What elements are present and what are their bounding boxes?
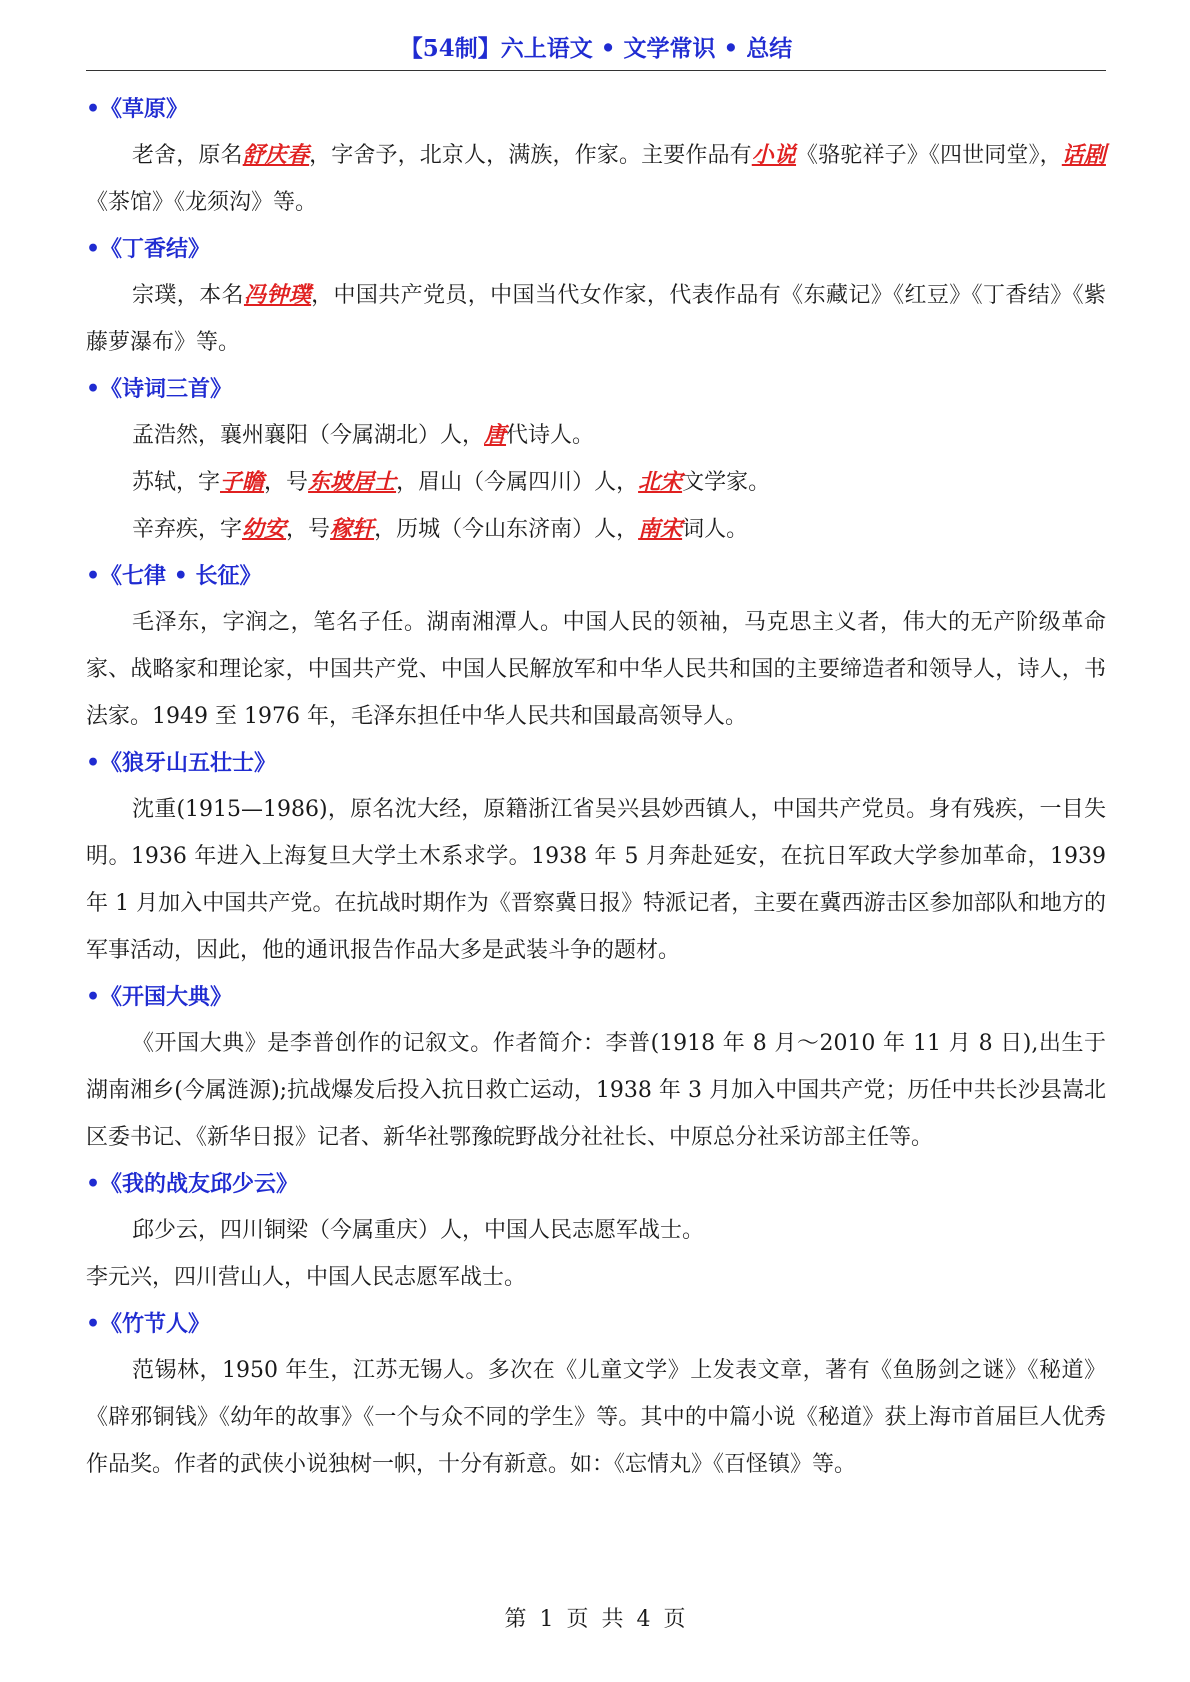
paragraph-text: 文学家。: [682, 470, 771, 495]
paragraph-text: 《茶馆》《龙须沟》等。: [86, 190, 318, 215]
highlighted-keyword: 话剧: [1061, 142, 1106, 168]
paragraph-text: 苏轼，字: [132, 470, 221, 495]
highlighted-keyword: 幼安: [242, 516, 287, 542]
section-paragraph: [86, 459, 1106, 506]
section-title: •《我的战友邱少云》: [86, 1171, 299, 1197]
section-paragraph: [86, 506, 1106, 553]
highlighted-keyword: 小说: [751, 142, 797, 168]
section-title: •《七律 • 长征》: [86, 563, 262, 589]
paragraph-text: 《骆驼祥子》《四世同堂》，: [796, 143, 1062, 168]
section-paragraph: [86, 1347, 1106, 1488]
section-paragraph: [86, 786, 1106, 974]
paragraph-text: ，眉山（今属四川）人，: [396, 470, 639, 495]
highlighted-keyword: 子瞻: [220, 469, 265, 495]
section-paragraph: [86, 132, 1106, 226]
section-paragraph: [86, 599, 1106, 740]
paragraph-text: ，号: [264, 470, 309, 495]
section-title: •《竹节人》: [86, 1311, 211, 1337]
section-title: •《狼牙山五壮士》: [86, 750, 277, 776]
paragraph-text: 老舍，原名: [132, 143, 243, 168]
paragraph-text: 《开国大典》是李普创作的记叙文。作者简介：李普(1918 年 8 月～2010 年 11 月 8 日),出生于湖南湘乡(今属涟源);抗战爆发后投入抗日救亡运动，1938 年 3 月加入中国共产党；历任中共长沙县嵩北区委书记、《新华日报》记者、新华社鄂豫皖野战分社社长、中原总分社采访部主任等。: [86, 1031, 1106, 1150]
highlighted-keyword: 唐: [484, 422, 507, 448]
paragraph-text: ，号: [286, 517, 331, 542]
highlighted-keyword: 稼轩: [330, 516, 375, 542]
highlighted-keyword: 南宋: [638, 516, 683, 542]
section-title: •《草原》: [86, 96, 189, 122]
paragraph-text: 范锡林，1950 年生，江苏无锡人。多次在《儿童文学》上发表文章，著有《鱼肠剑之谜》《秘道》《辟邪铜钱》《幼年的故事》《一个与众不同的学生》等。其中的中篇小说《秘道》获上海市首届巨人优秀作品奖。作者的武侠小说独树一帜，十分有新意。如：《忘情丸》《百怪镇》等。: [86, 1358, 1106, 1477]
section-title: •《丁香结》: [86, 236, 211, 262]
paragraph-text: ，字舍予，北京人，满族，作家。主要作品有: [309, 143, 752, 168]
section-paragraph: [86, 1020, 1106, 1161]
page-header: 【54制】六上语文 • 文学常识 • 总结: [86, 30, 1106, 71]
paragraph-text: 沈重(1915—1986)，原名沈大经，原籍浙江省吴兴县妙西镇人，中国共产党员。身有残疾，一目失明。1936 年进入上海复旦大学土木系求学。1938 年 5 月奔赴延安，在抗日军政大学参加革命，1939 年 1 月加入中国共产党。在抗战时期作为《晋察冀日报》特派记者，主要在冀西游击区参加部队和地方的军事活动，因此，他的通讯报告作品大多是武装斗争的题材。: [86, 797, 1106, 963]
paragraph-text: ，中国共产党员，中国当代女作家，代表作品有《东藏记》《红豆》《丁香结》《紫藤萝瀑布》等。: [86, 283, 1106, 355]
paragraph-text: 宗璞，本名: [132, 283, 244, 308]
highlighted-keyword: 东坡居士: [308, 469, 397, 495]
paragraph-text: 李元兴，四川营山人，中国人民志愿军战士。: [86, 1265, 527, 1290]
paragraph-text: 代诗人。: [506, 423, 595, 448]
highlighted-keyword: 冯钟璞: [243, 282, 312, 308]
page-footer: 第 1 页 共 4 页: [504, 1607, 686, 1632]
paragraph-text: 邱少云，四川铜梁（今属重庆）人，中国人民志愿军战士。: [132, 1218, 705, 1243]
section-paragraph: [86, 412, 1106, 459]
section-paragraph: [86, 272, 1106, 366]
document-body: [86, 86, 1106, 1488]
section-title: •《诗词三首》: [86, 376, 233, 402]
section-title: •《开国大典》: [86, 984, 233, 1010]
paragraph-text: 毛泽东，字润之，笔名子任。湖南湘潭人。中国人民的领袖，马克思主义者，伟大的无产阶级革命家、战略家和理论家，中国共产党、中国人民解放军和中华人民共和国的主要缔造者和领导人，诗人，书法家。1949 至 1976 年，毛泽东担任中华人民共和国最高领导人。: [86, 610, 1106, 729]
highlighted-keyword: 北宋: [638, 469, 683, 495]
section-paragraph: [86, 1254, 1106, 1301]
paragraph-text: 词人。: [682, 517, 749, 542]
section-paragraph: [86, 1207, 1106, 1254]
paragraph-text: ，历城（今山东济南）人，: [374, 517, 639, 542]
paragraph-text: 辛弃疾，字: [132, 517, 243, 542]
paragraph-text: 孟浩然，襄州襄阳（今属湖北）人，: [132, 423, 485, 448]
highlighted-keyword: 舒庆春: [242, 142, 310, 168]
